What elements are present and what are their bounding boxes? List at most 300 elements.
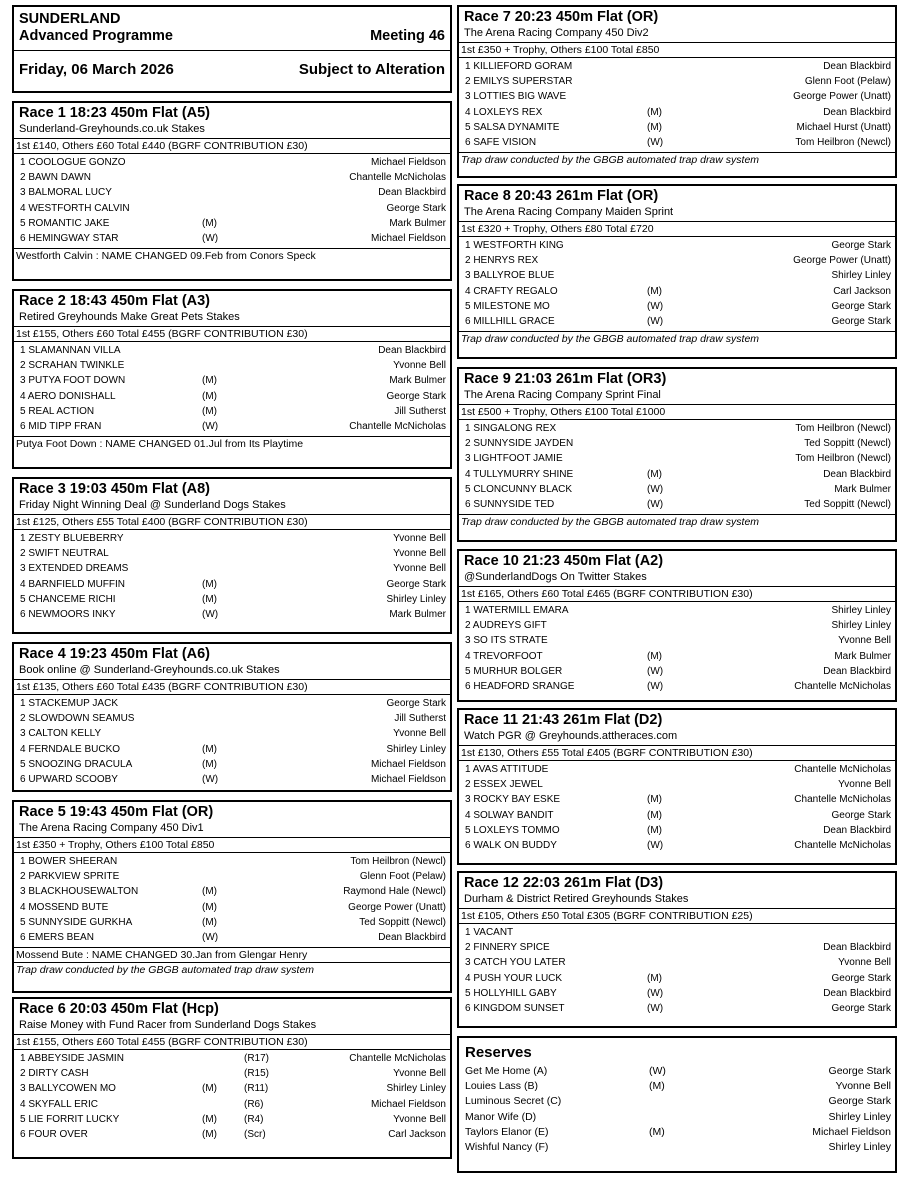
trainer-name: Dean Blackbird [378,345,446,356]
race-title: Race 10 21:23 450m Flat (A2) [464,553,664,569]
dog-sex: (W) [647,987,664,999]
runner-row [459,1001,895,1016]
dog-sex: (W) [647,498,664,510]
dog-sex: (W) [647,680,664,692]
trainer-name: Mark Bulmer [389,375,446,387]
trainer-name: Yvonne Bell [393,360,446,372]
dog-name: 4 LOXLEYS REX [465,106,543,118]
venue-name: SUNDERLAND [19,11,121,27]
reserve-row [459,1079,895,1094]
dog-name: 2 DIRTY CASH [20,1068,89,1080]
dog-sex: (M) [202,405,217,417]
runner-row [14,1127,450,1142]
trap-draw-note: Trap draw conducted by the GBGB automated trap draw system [459,514,895,529]
reserve-row [459,1094,895,1109]
reserve-dog-name: Manor Wife (D) [465,1110,537,1123]
runner-list [14,530,450,624]
dog-name: 6 MILLHILL GRACE [465,315,555,327]
runner-row [459,135,895,150]
dog-sex: (W) [202,232,219,244]
race-card [457,5,897,178]
dog-name: 4 MOSSEND BUTE [20,901,109,913]
trainer-name: Carl Jackson [833,285,891,297]
trainer-name: Yvonne Bell [393,1113,446,1125]
trainer-name: Yvonne Bell [393,728,446,740]
trainer-name: Ted Soppitt (Newcl) [804,498,891,510]
runner-row [14,561,450,576]
dog-name: 4 FERNDALE BUCKO [20,743,121,755]
race-title: Race 9 21:03 261m Flat (OR3) [464,371,667,387]
runner-row [459,679,895,694]
reserve-dog-name: Get Me Home (A) [465,1065,548,1077]
trainer-name: George Power (Unatt) [348,901,446,913]
runner-row [14,155,450,170]
dog-name: 5 HOLLYHILL GABY [465,987,557,999]
runner-row [459,284,895,299]
race-card [12,800,452,993]
dog-name: 1 STACKEMUP JACK [20,698,118,709]
programme-type: Advanced Programme [19,28,173,44]
runner-row [14,1051,450,1066]
runner-row [14,607,450,622]
runner-row [14,404,450,419]
trainer-name: Michael Fieldson [370,773,446,785]
dog-name: 1 BOWER SHEERAN [20,856,118,867]
runner-row [14,419,450,434]
handicap: (R6) [244,1098,264,1110]
dog-name: 1 AVAS ATTITUDE [465,764,549,775]
trainer-name: Yvonne Bell [393,1068,446,1080]
trainer-name: Chantelle McNicholas [349,172,446,184]
race-title: Race 6 20:03 450m Flat (Hcp) [19,1001,219,1017]
prize-money: 1st £130, Others £55 Total £405 (BGRF CONTRIBUTION £30) [459,745,895,761]
dog-name: 6 HEADFORD SRANGE [465,680,575,692]
dog-name: 1 WESTFORTH KING [465,240,564,251]
race-sponsor: The Arena Racing Company 450 Div2 [464,27,649,39]
runner-list [14,1050,450,1144]
dog-sex: (W) [647,839,664,851]
trainer-name: Tom Heilbron (Newcl) [350,856,446,867]
dog-name: 2 PARKVIEW SPRITE [20,871,120,883]
dog-name: 1 COOLOGUE GONZO [20,157,126,168]
runner-row [14,757,450,772]
dog-sex: (W) [647,483,664,495]
race-sponsor: Sunderland-Greyhounds.co.uk Stakes [19,123,205,135]
race-card [457,549,897,702]
race-sponsor: The Arena Racing Company 450 Div1 [19,822,204,834]
dog-sex: (M) [202,1128,217,1140]
race-card [12,477,452,634]
prize-money: 1st £155, Others £60 Total £455 (BGRF CONTRIBUTION £30) [14,1034,450,1050]
dog-name: 4 SOLWAY BANDIT [465,809,554,821]
trainer-name: Ted Soppitt (Newcl) [359,916,446,928]
runner-row [459,823,895,838]
prize-money: 1st £140, Others £60 Total £440 (BGRF CONTRIBUTION £30) [14,138,450,154]
race-sponsor: The Arena Racing Company Sprint Final [464,389,661,401]
race-sponsor: The Arena Racing Company Maiden Sprint [464,206,674,218]
trainer-name: Shirley Linley [386,593,446,605]
reserve-trainer: George Stark [828,1095,891,1108]
prize-money: 1st £165, Others £60 Total £465 (BGRF CONTRIBUTION £30) [459,586,895,602]
dog-sex: (M) [202,375,217,387]
race-card [12,101,452,281]
runner-row [459,762,895,777]
runner-row [459,451,895,466]
dog-name: 2 SWIFT NEUTRAL [20,548,109,560]
reserve-dog-name: Wishful Nancy (F) [465,1140,549,1153]
prize-money: 1st £125, Others £55 Total £400 (BGRF CONTRIBUTION £30) [14,514,450,530]
dog-sex: (M) [647,824,662,836]
dog-name: 1 VACANT [465,927,514,938]
runner-list [459,237,895,331]
race-sponsor: Friday Night Winning Deal @ Sunderland Dogs Stakes [19,499,286,511]
reserves-box [457,1036,897,1173]
trainer-name: Dean Blackbird [823,61,891,72]
runner-row [14,930,450,945]
dog-sex: (W) [202,608,219,620]
dog-name: 5 LOXLEYS TOMMO [465,824,560,836]
race-sponsor: Retired Greyhounds Make Great Pets Stakes [19,311,240,323]
dog-name: 2 HENRYS REX [465,255,539,267]
runner-row [459,120,895,135]
race-title: Race 12 22:03 261m Flat (D3) [464,875,664,891]
dog-name: 5 MURHUR BOLGER [465,665,563,677]
dog-sex: (M) [647,650,662,662]
dog-name: 3 BALLYCOWEN MO [20,1083,116,1095]
dog-name: 6 SAFE VISION [465,136,537,148]
race-sponsor: Book online @ Sunderland-Greyhounds.co.uk Stakes [19,664,280,676]
dog-name: 3 EXTENDED DREAMS [20,563,129,575]
runner-row [459,649,895,664]
race-title: Race 7 20:23 450m Flat (OR) [464,9,659,25]
dog-name: 5 SUNNYSIDE GURKHA [20,916,133,928]
runner-row [14,726,450,741]
runner-row [459,314,895,329]
race-card [457,708,897,865]
dog-name: 1 SINGALONG REX [465,423,557,434]
trainer-name: Dean Blackbird [823,665,891,677]
dog-sex: (M) [202,578,217,590]
dog-name: 5 CLONCUNNY BLACK [465,483,573,495]
prize-money: 1st £500 + Trophy, Others £100 Total £1000 [459,404,895,420]
trainer-name: Michael Fieldson [370,758,446,770]
runner-row [459,777,895,792]
runner-row [459,436,895,451]
runner-row [459,299,895,314]
runner-row [14,185,450,200]
dog-name: 1 WATERMILL EMARA [465,605,569,616]
reserve-dog-sex: (M) [649,1125,665,1138]
dog-sex: (M) [202,593,217,605]
dog-name: 4 AERO DONISHALL [20,390,116,402]
dog-name: 4 WESTFORTH CALVIN [20,202,130,214]
runner-row [14,1066,450,1081]
trainer-name: Dean Blackbird [823,942,891,954]
runner-list [459,58,895,152]
trainer-name: George Stark [831,1002,891,1014]
trainer-name: Jill Sutherst [394,405,446,417]
prize-money: 1st £320 + Trophy, Others £80 Total £720 [459,221,895,237]
trainer-name: Dean Blackbird [823,468,891,480]
race-sponsor: Raise Money with Fund Racer from Sunderland Dogs Stakes [19,1019,317,1031]
dog-name: 4 CRAFTY REGALO [465,285,558,297]
race-card [12,289,452,469]
dog-name: 3 BALMORAL LUCY [20,187,112,199]
dog-sex: (M) [202,916,217,928]
trainer-name: Dean Blackbird [823,987,891,999]
handicap: (R11) [244,1083,269,1095]
trainer-name: Dean Blackbird [378,931,446,943]
trainer-name: Jill Sutherst [394,713,446,725]
runner-row [14,915,450,930]
trainer-name: Yvonne Bell [838,779,891,791]
runner-row [14,772,450,787]
race-title: Race 5 19:43 450m Flat (OR) [19,804,214,820]
runner-row [14,900,450,915]
dog-name: 3 LOTTIES BIG WAVE [465,91,567,103]
dog-name: 2 ESSEX JEWEL [465,779,543,791]
race-card [457,871,897,1028]
trainer-name: Shirley Linley [831,620,891,632]
race-title: Race 1 18:23 450m Flat (A5) [19,105,211,121]
runner-list [459,420,895,514]
trainer-name: George Stark [831,240,891,251]
trainer-name: Tom Heilbron (Newcl) [795,453,891,465]
trainer-name: Ted Soppitt (Newcl) [804,438,891,450]
dog-name: 6 UPWARD SCOOBY [20,773,118,785]
trainer-name: Chantelle McNicholas [794,794,891,806]
race-card [12,997,452,1159]
dog-sex: (M) [647,106,662,118]
runner-row [459,59,895,74]
dog-name: 6 EMERS BEAN [20,931,94,943]
dog-name: 4 BARNFIELD MUFFIN [20,578,126,590]
dog-name: 5 ROMANTIC JAKE [20,217,110,229]
prize-money: 1st £135, Others £60 Total £435 (BGRF CONTRIBUTION £30) [14,679,450,695]
runner-list [14,853,450,947]
runner-row [459,633,895,648]
dog-name: 1 ZESTY BLUEBERRY [20,533,124,544]
dog-sex: (M) [647,809,662,821]
trainer-name: Yvonne Bell [393,563,446,575]
runner-row [459,105,895,120]
trainer-name: Chantelle McNicholas [794,839,891,851]
trainer-name: Glenn Foot (Pelaw) [804,76,891,88]
dog-sex: (M) [202,901,217,913]
runner-row [14,742,450,757]
runner-row [459,421,895,436]
trainer-name: George Stark [831,809,891,821]
race-title: Race 8 20:43 261m Flat (OR) [464,188,659,204]
dog-sex: (M) [202,743,217,755]
meeting-date: Friday, 06 March 2026 [19,61,174,78]
dog-name: 3 SO ITS STRATE [465,635,548,647]
trainer-name: Chantelle McNicholas [794,764,891,775]
dog-sex: (M) [202,758,217,770]
trainer-name: Dean Blackbird [378,187,446,199]
trainer-name: Mark Bulmer [389,608,446,620]
dog-name: 3 BALLYROE BLUE [465,270,555,282]
handicap: (Scr) [244,1128,266,1140]
runner-row [459,971,895,986]
runner-list [14,154,450,248]
race-sponsor: @SunderlandDogs On Twitter Stakes [464,571,647,583]
runner-row [459,89,895,104]
trap-draw-note: Trap draw conducted by the GBGB automated trap draw system [459,152,895,167]
runner-row [14,869,450,884]
reserve-trainer: Shirley Linley [828,1140,891,1153]
trainer-name: George Stark [386,202,446,214]
race-sponsor: Watch PGR @ Greyhounds.attheraces.com [464,730,678,742]
race-sponsor: Durham & District Retired Greyhounds Stakes [464,893,689,905]
dog-sex: (W) [202,420,219,432]
runner-list [14,695,450,789]
prize-money: 1st £105, Others £50 Total £305 (BGRF CONTRIBUTION £25) [459,908,895,924]
dog-name: 2 EMILYS SUPERSTAR [465,76,573,88]
reserves-title: Reserves [465,1044,532,1061]
trainer-name: Dean Blackbird [823,106,891,118]
dog-name: 4 TREVORFOOT [465,650,543,662]
runner-list [14,342,450,436]
dog-name: 4 PUSH YOUR LUCK [465,972,563,984]
dog-sex: (M) [202,217,217,229]
runner-row [14,696,450,711]
handicap: (R4) [244,1113,264,1125]
dog-name: 6 MID TIPP FRAN [20,420,102,432]
dog-sex: (W) [647,665,664,677]
race-title: Race 4 19:23 450m Flat (A6) [19,646,211,662]
dog-name: 2 FINNERY SPICE [465,942,550,954]
dog-name: 3 BLACKHOUSEWALTON [20,886,139,898]
runner-row [14,546,450,561]
trainer-name: Shirley Linley [386,1083,446,1095]
runner-row [459,618,895,633]
runner-row [14,389,450,404]
runner-row [459,940,895,955]
runner-list [459,602,895,696]
trainer-name: Dean Blackbird [823,824,891,836]
trainer-name: Glenn Foot (Pelaw) [359,871,446,883]
trainer-name: George Stark [386,698,446,709]
handicap: (R15) [244,1068,270,1080]
runner-row [14,1081,450,1096]
runner-row [14,373,450,388]
prize-money: 1st £350 + Trophy, Others £100 Total £850 [14,837,450,853]
trap-draw-note: Trap draw conducted by the GBGB automated trap draw system [14,962,450,977]
runner-row [459,955,895,970]
reserve-dog-name: Louies Lass (B) [465,1080,538,1093]
dog-name: 6 HEMINGWAY STAR [20,232,119,244]
dog-name: 5 REAL ACTION [20,405,95,417]
handicap: (R17) [244,1053,270,1064]
runner-row [14,1112,450,1127]
programme-header [12,5,452,93]
meeting-number: Meeting 46 [370,28,445,44]
dog-name: 6 KINGDOM SUNSET [465,1002,565,1014]
reserve-row [459,1125,895,1140]
trainer-name: George Stark [386,578,446,590]
dog-sex: (W) [202,773,219,785]
trainer-name: Tom Heilbron (Newcl) [795,423,891,434]
dog-name: 1 ABBEYSIDE JASMIN [20,1053,124,1064]
dog-name: 3 CATCH YOU LATER [465,957,566,969]
dog-name: 6 WALK ON BUDDY [465,839,557,851]
dog-sex: (M) [647,121,662,133]
dog-name: 3 CALTON KELLY [20,728,102,740]
dog-name: 5 CHANCEME RICHI [20,593,116,605]
dog-sex: (M) [647,468,662,480]
trainer-name: Chantelle McNicholas [349,1053,446,1064]
dog-name: 5 LIE FORRIT LUCKY [20,1113,120,1125]
reserve-dog-name: Taylors Elanor (E) [465,1125,549,1138]
trainer-name: Mark Bulmer [834,650,891,662]
reserve-dog-sex: (W) [649,1065,666,1077]
runner-list [459,924,895,1018]
runner-row [14,711,450,726]
race-card [12,642,452,792]
dog-sex: (M) [647,285,662,297]
dog-name: 3 LIGHTFOOT JAMIE [465,453,563,465]
runner-row [459,838,895,853]
runner-row [14,1097,450,1112]
dog-name: 6 NEWMOORS INKY [20,608,116,620]
dog-sex: (W) [647,136,664,148]
dog-name: 5 SNOOZING DRACULA [20,758,133,770]
trainer-name: Raymond Hale (Newcl) [343,886,446,898]
dog-name: 2 SUNNYSIDE JAYDEN [465,438,574,450]
prize-money: 1st £155, Others £60 Total £455 (BGRF CONTRIBUTION £30) [14,326,450,342]
trainer-name: George Stark [831,972,891,984]
dog-name: 4 TULLYMURRY SHINE [465,468,574,480]
trainer-name: George Stark [386,390,446,402]
dog-sex: (W) [647,300,664,312]
trainer-name: Michael Hurst (Unatt) [796,121,891,133]
runner-row [459,925,895,940]
dog-sex: (M) [202,1083,217,1095]
runner-row [459,603,895,618]
name-change-note: Mossend Bute : NAME CHANGED 30.Jan from Glengar Henry [14,947,450,962]
dog-sex: (M) [202,886,217,898]
trainer-name: Yvonne Bell [838,635,891,647]
runner-row [14,231,450,246]
trainer-name: George Power (Unatt) [793,91,891,103]
reserve-row [459,1064,895,1079]
dog-name: 2 SLOWDOWN SEAMUS [20,713,135,725]
runner-row [14,854,450,869]
trainer-name: George Stark [831,315,891,327]
trainer-name: Yvonne Bell [393,548,446,560]
runner-row [459,253,895,268]
reserve-trainer: George Stark [828,1065,891,1077]
reserve-trainer: Shirley Linley [828,1110,891,1123]
trainer-name: Yvonne Bell [393,533,446,544]
trainer-name: Tom Heilbron (Newcl) [795,136,891,148]
name-change-note: Westforth Calvin : NAME CHANGED 09.Feb from Conors Speck [14,248,450,263]
dog-name: 1 SLAMANNAN VILLA [20,345,121,356]
trainer-name: George Stark [831,300,891,312]
trainer-name: Yvonne Bell [838,957,891,969]
reserve-row [459,1110,895,1125]
dog-sex: (M) [647,972,662,984]
dog-sex: (M) [202,390,217,402]
runner-row [459,792,895,807]
dog-name: 6 FOUR OVER [20,1128,88,1140]
reserve-row [459,1140,895,1155]
dog-sex: (M) [647,794,662,806]
dog-name: 6 SUNNYSIDE TED [465,498,555,510]
dog-sex: (W) [202,931,219,943]
runner-row [14,216,450,231]
